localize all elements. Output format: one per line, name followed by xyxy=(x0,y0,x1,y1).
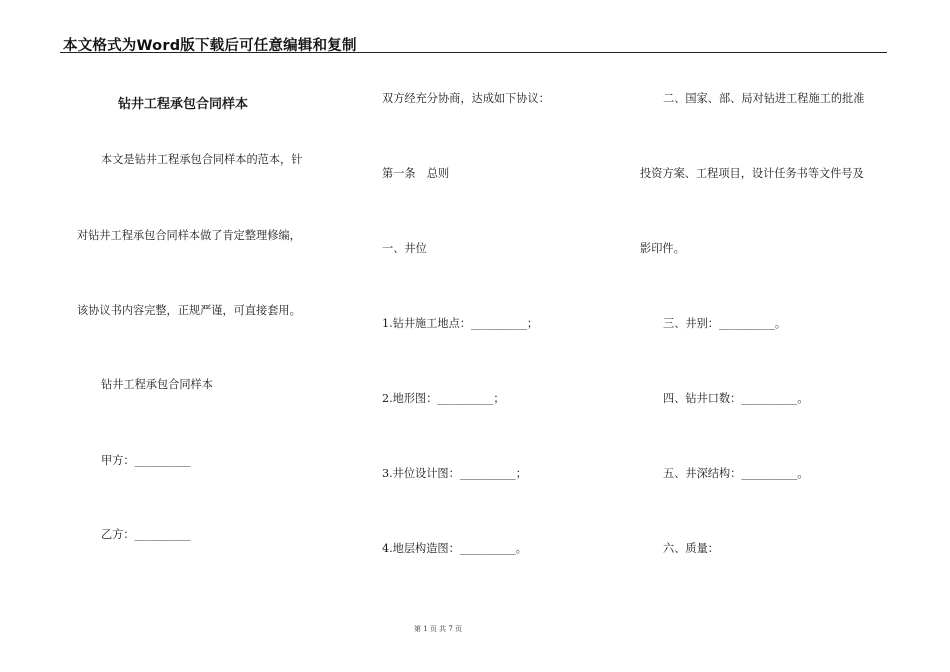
document-title: 钻井工程承包合同样本 xyxy=(118,97,249,112)
party-b-field: 乙方：__________ xyxy=(101,528,191,541)
party-a-field: 甲方：__________ xyxy=(101,454,191,467)
header-divider xyxy=(60,52,887,53)
topographic-map-field: 2.地形图：__________； xyxy=(382,392,505,405)
well-count-field: 四、钻井口数：__________。 xyxy=(663,392,809,405)
well-design-field: 3.井位设计图：__________； xyxy=(382,467,527,480)
page-number: 第 1 页 共 7 页 xyxy=(414,625,463,633)
intro-line-3: 该协议书内容完整，正规严谨，可直接套用。 xyxy=(77,304,301,317)
intro-line-1: 本文是钻井工程承包合同样本的范本，针 xyxy=(101,153,303,166)
header-title: 本文格式为Word版下载后可任意编辑和复制 xyxy=(63,38,357,54)
structure-map-field: 4.地层构造图：__________。 xyxy=(382,542,527,555)
section-approval-cont: 投资方案、工程项目，设计任务书等文件号及 xyxy=(640,167,864,180)
intro-line-2: 对钻井工程承包合同样本做了肯定整理修编， xyxy=(77,229,301,242)
section-approval: 二、国家、部、局对钻进工程施工的批准 xyxy=(663,92,865,105)
section-approval-end: 影印件。 xyxy=(640,242,685,255)
article-1-heading: 第一条 总则 xyxy=(382,167,450,180)
well-depth-field: 五、井深结构：__________。 xyxy=(663,467,809,480)
section-well-location: 一、井位 xyxy=(382,242,427,255)
agreement-intro: 双方经充分协商，达成如下协议： xyxy=(382,92,550,105)
section-quality: 六、质量： xyxy=(663,542,719,555)
contract-subtitle: 钻井工程承包合同样本 xyxy=(101,378,213,391)
drilling-site-field: 1.钻井施工地点：__________； xyxy=(382,317,539,330)
well-type-field: 三、井别：__________。 xyxy=(663,317,787,330)
